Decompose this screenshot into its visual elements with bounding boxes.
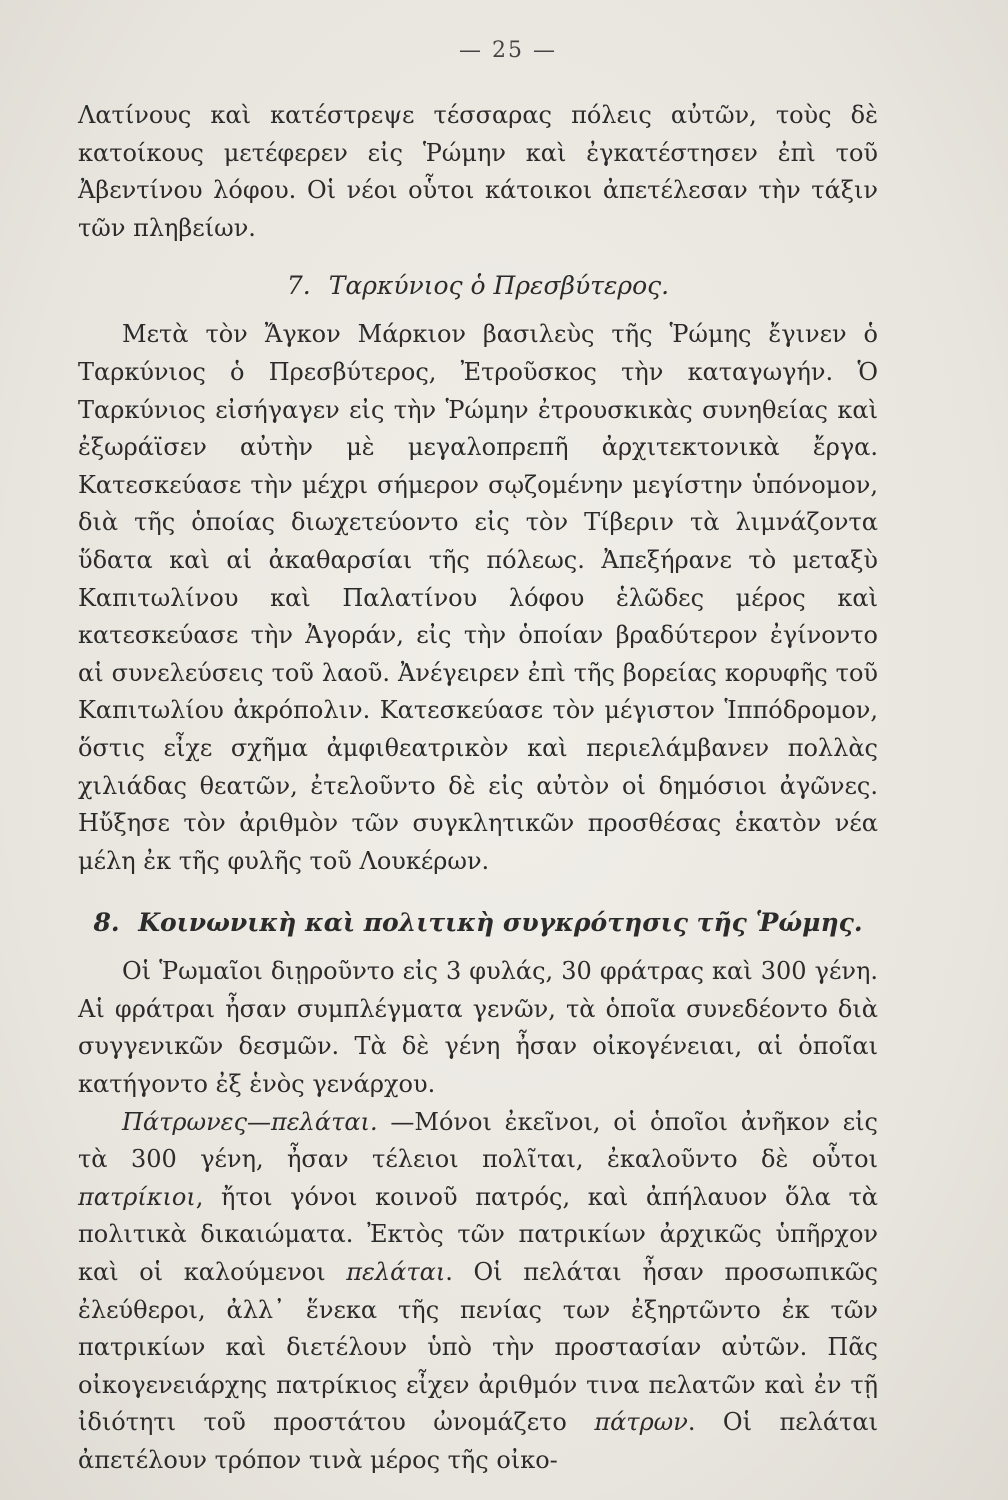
paragraph-2-text-b: , ἤτοι γόνοι κοινοῦ πατρός, καὶ ἀπήλαυον ὅλα τὰ πολιτικὰ δικαιώματα. Ἐκτὸς τῶν πατρικίων ἀρχικῶς ὑπῆρχον καὶ οἱ καλούμενοι — [78, 1182, 878, 1287]
section-8-number: 8. — [93, 908, 120, 938]
section-8-paragraph-1: Οἱ Ῥωμαῖοι διῃροῦντο εἰς 3 φυλάς, 30 φράτρας καὶ 300 γένη. Αἱ φράτραι ἦσαν συμπλέγματα γενῶν, τὰ ὁποῖα συνεδέοντο διὰ συγγενικῶν δεσμῶν. Τὰ δὲ γένη ἦσαν οἰκογένειαι, αἱ ὁποῖαι κατήγοντο ἐξ ἑνὸς γενάρχου. — [78, 957, 878, 1099]
section-7-paragraph: Μετὰ τὸν Ἄγκον Μάρκιον βασιλεὺς τῆς Ῥώμης ἔγινεν ὁ Ταρκύνιος ὁ Πρεσβύτερος, Ἐτροῦσκος τὴν καταγωγήν. Ὁ Ταρκύνιος εἰσήγαγεν εἰς τὴν Ῥώμην ἐτρουσκικὰς συνηθείας καὶ ἐξωράϊσεν αὐτὴν μὲ μεγαλοπρεπῆ ἀρχιτεκτονικὰ ἔργα. Κατεσκεύασε τὴν μέχρι σήμερον σῳζομένην μεγίστην ὑπόνομον, διὰ τῆς ὁποίας διωχετεύοντο εἰς τὸν Τίβεριν τὰ λιμνάζοντα ὕδατα καὶ αἱ ἀκαθαρσίαι τῆς πόλεως. Ἀπεξήρανε τὸ μεταξὺ Καπιτωλίνου καὶ Παλατίνου λόφου ἑλῶδες μέρος καὶ κατεσκεύασε τὴν Ἀγοράν, εἰς τὴν ὁποίαν βραδύτερον ἐγίνοντο αἱ συνελεύσεις τοῦ λαοῦ. Ἀνέγειρεν ἐπὶ τῆς βορείας κορυφῆς τοῦ Καπιτωλίου ἀκρόπολιν. Κατεσκεύασε τὸν μέγιστον Ἱππόδρομον, ὅστις εἶχε σχῆμα ἀμφιθεατρικὸν καὶ περιελάμβανεν πολλὰς χιλιάδας θεατῶν, ἐτελοῦντο δὲ εἰς αὐτὸν οἱ δημόσιοι ἀγῶνες. Ηὔξησε τὸν ἀριθμὸν τῶν συγκλητικῶν προσθέσας ἑκατὸν νέα μέλη ἐκ τῆς φυλῆς τοῦ Λουκέρων. — [78, 320, 878, 875]
section-7-heading — [78, 271, 878, 300]
page-number: — 25 — — [459, 38, 557, 63]
section-8 — [78, 908, 878, 1479]
paragraph-2-text-d: . Οἱ πελάται ἀπετέλουν τρόπον τινὰ μέρος τῆς οἰκο- — [78, 1408, 878, 1474]
section-8-title: Κοινωνικὴ καὶ πολιτικὴ συγκρότησις τῆς Ῥώμης. — [138, 908, 863, 938]
term-pelatai: πελάται — [346, 1258, 446, 1287]
section-7-title: Ταρκύνιος ὁ Πρεσβύτερος. — [328, 271, 670, 301]
subheading-patrones-pelatai: Πάτρωνες—πελάται. — [122, 1107, 378, 1136]
term-patrikioi: πατρίκιοι — [78, 1182, 196, 1211]
section-7 — [78, 271, 878, 880]
term-patron: πάτρων — [594, 1408, 688, 1437]
intro-paragraph: Λατίνους καὶ κατέστρεψε τέσσαρας πόλεις αὐτῶν, τοὺς δὲ κατοίκους μετέφερεν εἰς Ῥώμην καὶ ἐγκατέστησεν ἐπὶ τοῦ Ἀβεντίνου λόφου. Οἱ νέοι οὗτοι κάτοικοι ἀπετέλεσαν τὴν τάξιν τῶν πληβείων. — [78, 101, 878, 242]
section-8-paragraph-2 — [78, 1104, 878, 1480]
paragraph-2-text-c: . Οἱ πελάται ἦσαν προσωπικῶς ἐλεύθεροι, ἀλλ᾽ ἕνεκα τῆς πενίας των ἐξηρτῶντο ἐκ τῶν πατρικίων καὶ διετέλουν ὑπὸ τὴν προστασίαν αὐτῶν. Πᾶς οἰκογενειάρχης πατρίκιος εἶχεν ἀριθμόν τινα πελατῶν καὶ ἐν τῇ ἰδιότητι τοῦ προστάτου ὠνομάζετο — [78, 1258, 878, 1437]
paragraph-2-text-a: —Μόνοι ἐκεῖνοι, οἱ ὁποῖοι ἀνῆκον εἰς τὰ 300 γένη, ἦσαν τέλειοι πολῖται, ἐκαλοῦντο δὲ οὗτοι — [78, 1107, 878, 1174]
section-7-number: 7. — [286, 271, 311, 301]
section-8-heading — [78, 908, 878, 937]
